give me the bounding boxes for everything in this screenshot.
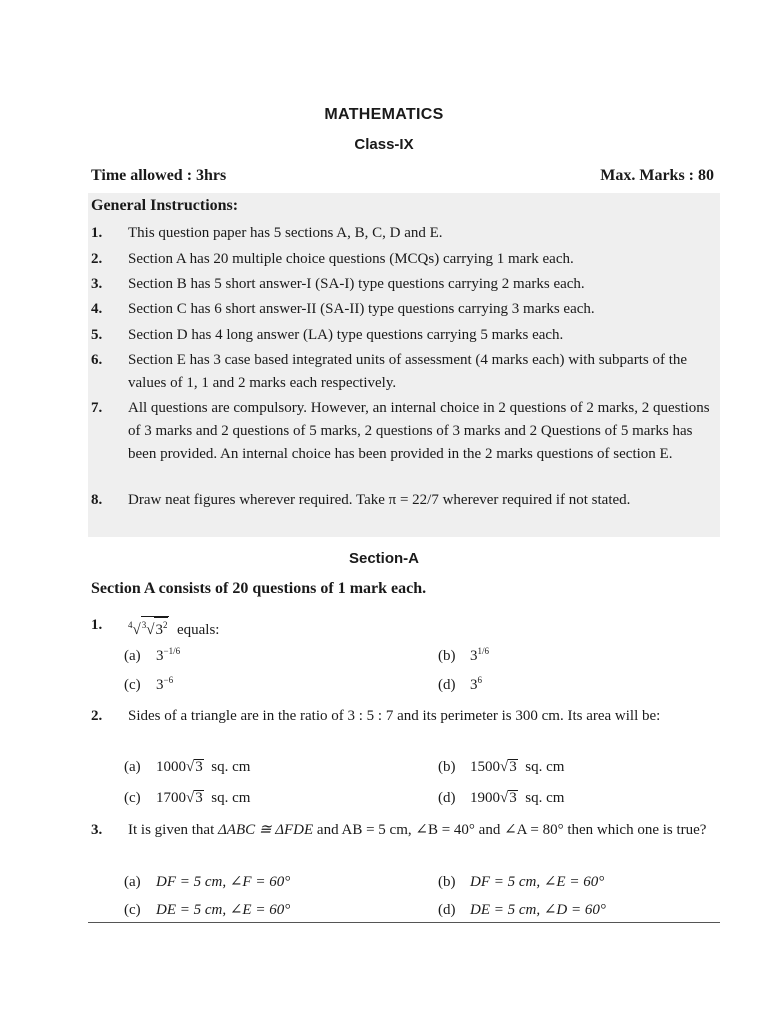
question-number: 2. [91,708,103,724]
option-d[interactable]: (d) $3^6$ [438,675,482,693]
instruction-number: 3. [91,276,103,292]
option-label: (d) [438,902,456,918]
option-b[interactable]: (b) 1500√3 sq. cm [438,759,565,775]
instruction-text: Section D has 4 long answer (LA) type questions carrying 5 marks each. [128,327,564,343]
instruction-number: 5. [91,327,103,343]
question-number: 1. [91,617,103,633]
class-label: Class-IX [354,136,414,153]
nested-radical: $^4√^3√3^2$ [128,622,169,638]
time-allowed: Time allowed : 3hrs [91,167,227,184]
question-text: It is given that ΔABC ≅ ΔFDE and AB = 5 cm, ∠B = 40° and ∠A = 80° then which one is true? [128,822,707,838]
section-a-description: Section A consists of 20 questions of 1 mark each. [91,580,427,597]
option-b[interactable]: (b) DF = 5 cm, ∠E = 60° [438,874,605,890]
option-c[interactable]: (c) $3^{-6}$ [124,675,174,693]
instruction-text: Draw neat figures wherever required. Take π = 22/7 wherever required if not stated. [128,492,631,508]
option-label: (c) [124,902,141,918]
instruction-text: Section C has 6 short answer-II (SA-II) type questions carrying 3 marks each. [128,301,595,317]
instruction-number: 1. [91,225,103,241]
option-label: (c) [124,790,141,806]
instruction-text: Section A has 20 multiple choice questions (MCQs) carrying 1 mark each. [128,251,574,267]
option-label: (a) [124,648,141,664]
option-d[interactable]: (d) DE = 5 cm, ∠D = 60° [438,902,606,918]
option-label: (b) [438,874,456,890]
option-label: (b) [438,648,456,664]
option-a[interactable]: (a) DF = 5 cm, ∠F = 60° [124,874,291,890]
radicand-base: 3 [155,622,163,638]
general-instructions-heading: General Instructions: [91,197,239,214]
question-text [128,614,718,642]
question-number: 3. [91,822,103,838]
outer-root-index: 4 [128,620,133,630]
instruction-number: 4. [91,301,103,317]
paper-title: MATHEMATICS [324,106,444,123]
instruction-number: 7. [91,400,103,416]
option-b[interactable]: (b) $3^{1/6}$ [438,646,490,664]
instruction-number: 6. [91,352,103,368]
option-label: (b) [438,759,456,775]
instruction-text: This question paper has 5 sections A, B, C, D and E. [128,225,443,241]
radicand-exponent: 2 [162,620,168,630]
option-label: (d) [438,677,456,693]
question-text: Sides of a triangle are in the ratio of 3 : 5 : 7 and its perimeter is 300 cm. Its area will be: [128,708,661,724]
instruction-text: Section E has 3 case based integrated units of assessment (4 marks each) with subparts of the values of 1, 1 and 2 marks each respectively. [128,352,688,391]
instruction-text: Section B has 5 short answer-I (SA-I) type questions carrying 2 marks each. [128,276,585,292]
instruction-text: All questions are compulsory. However, an internal choice in 2 questions of 2 marks, 2 questions of 3 marks and 2 questions of 5 marks, 2 questions of 3 marks and 2 Questions of 5 marks has been provided. An internal choice has been provided in the 2 marks questions of section E. [128,400,710,462]
option-a[interactable]: (a) $3^{-1/6}$ [124,646,181,664]
option-d[interactable]: (d) 1900√3 sq. cm [438,790,565,806]
option-label: (c) [124,677,141,693]
instruction-number: 8. [91,492,103,508]
congruence-statement: ΔABC ≅ ΔFDE [218,822,314,838]
option-c[interactable]: (c) DE = 5 cm, ∠E = 60° [124,902,291,918]
inner-root-index: 3 [141,620,147,630]
max-marks: Max. Marks : 80 [600,167,714,184]
option-label: (a) [124,874,141,890]
option-c[interactable]: (c) 1700√3 sq. cm [124,790,251,806]
option-a[interactable]: (a) 1000√3 sq. cm [124,759,251,775]
bottom-divider [88,922,720,923]
instruction-number: 2. [91,251,103,267]
option-label: (d) [438,790,456,806]
section-a-title: Section-A [348,550,419,567]
option-label: (a) [124,759,141,775]
question-text-tail: equals: [176,622,220,638]
